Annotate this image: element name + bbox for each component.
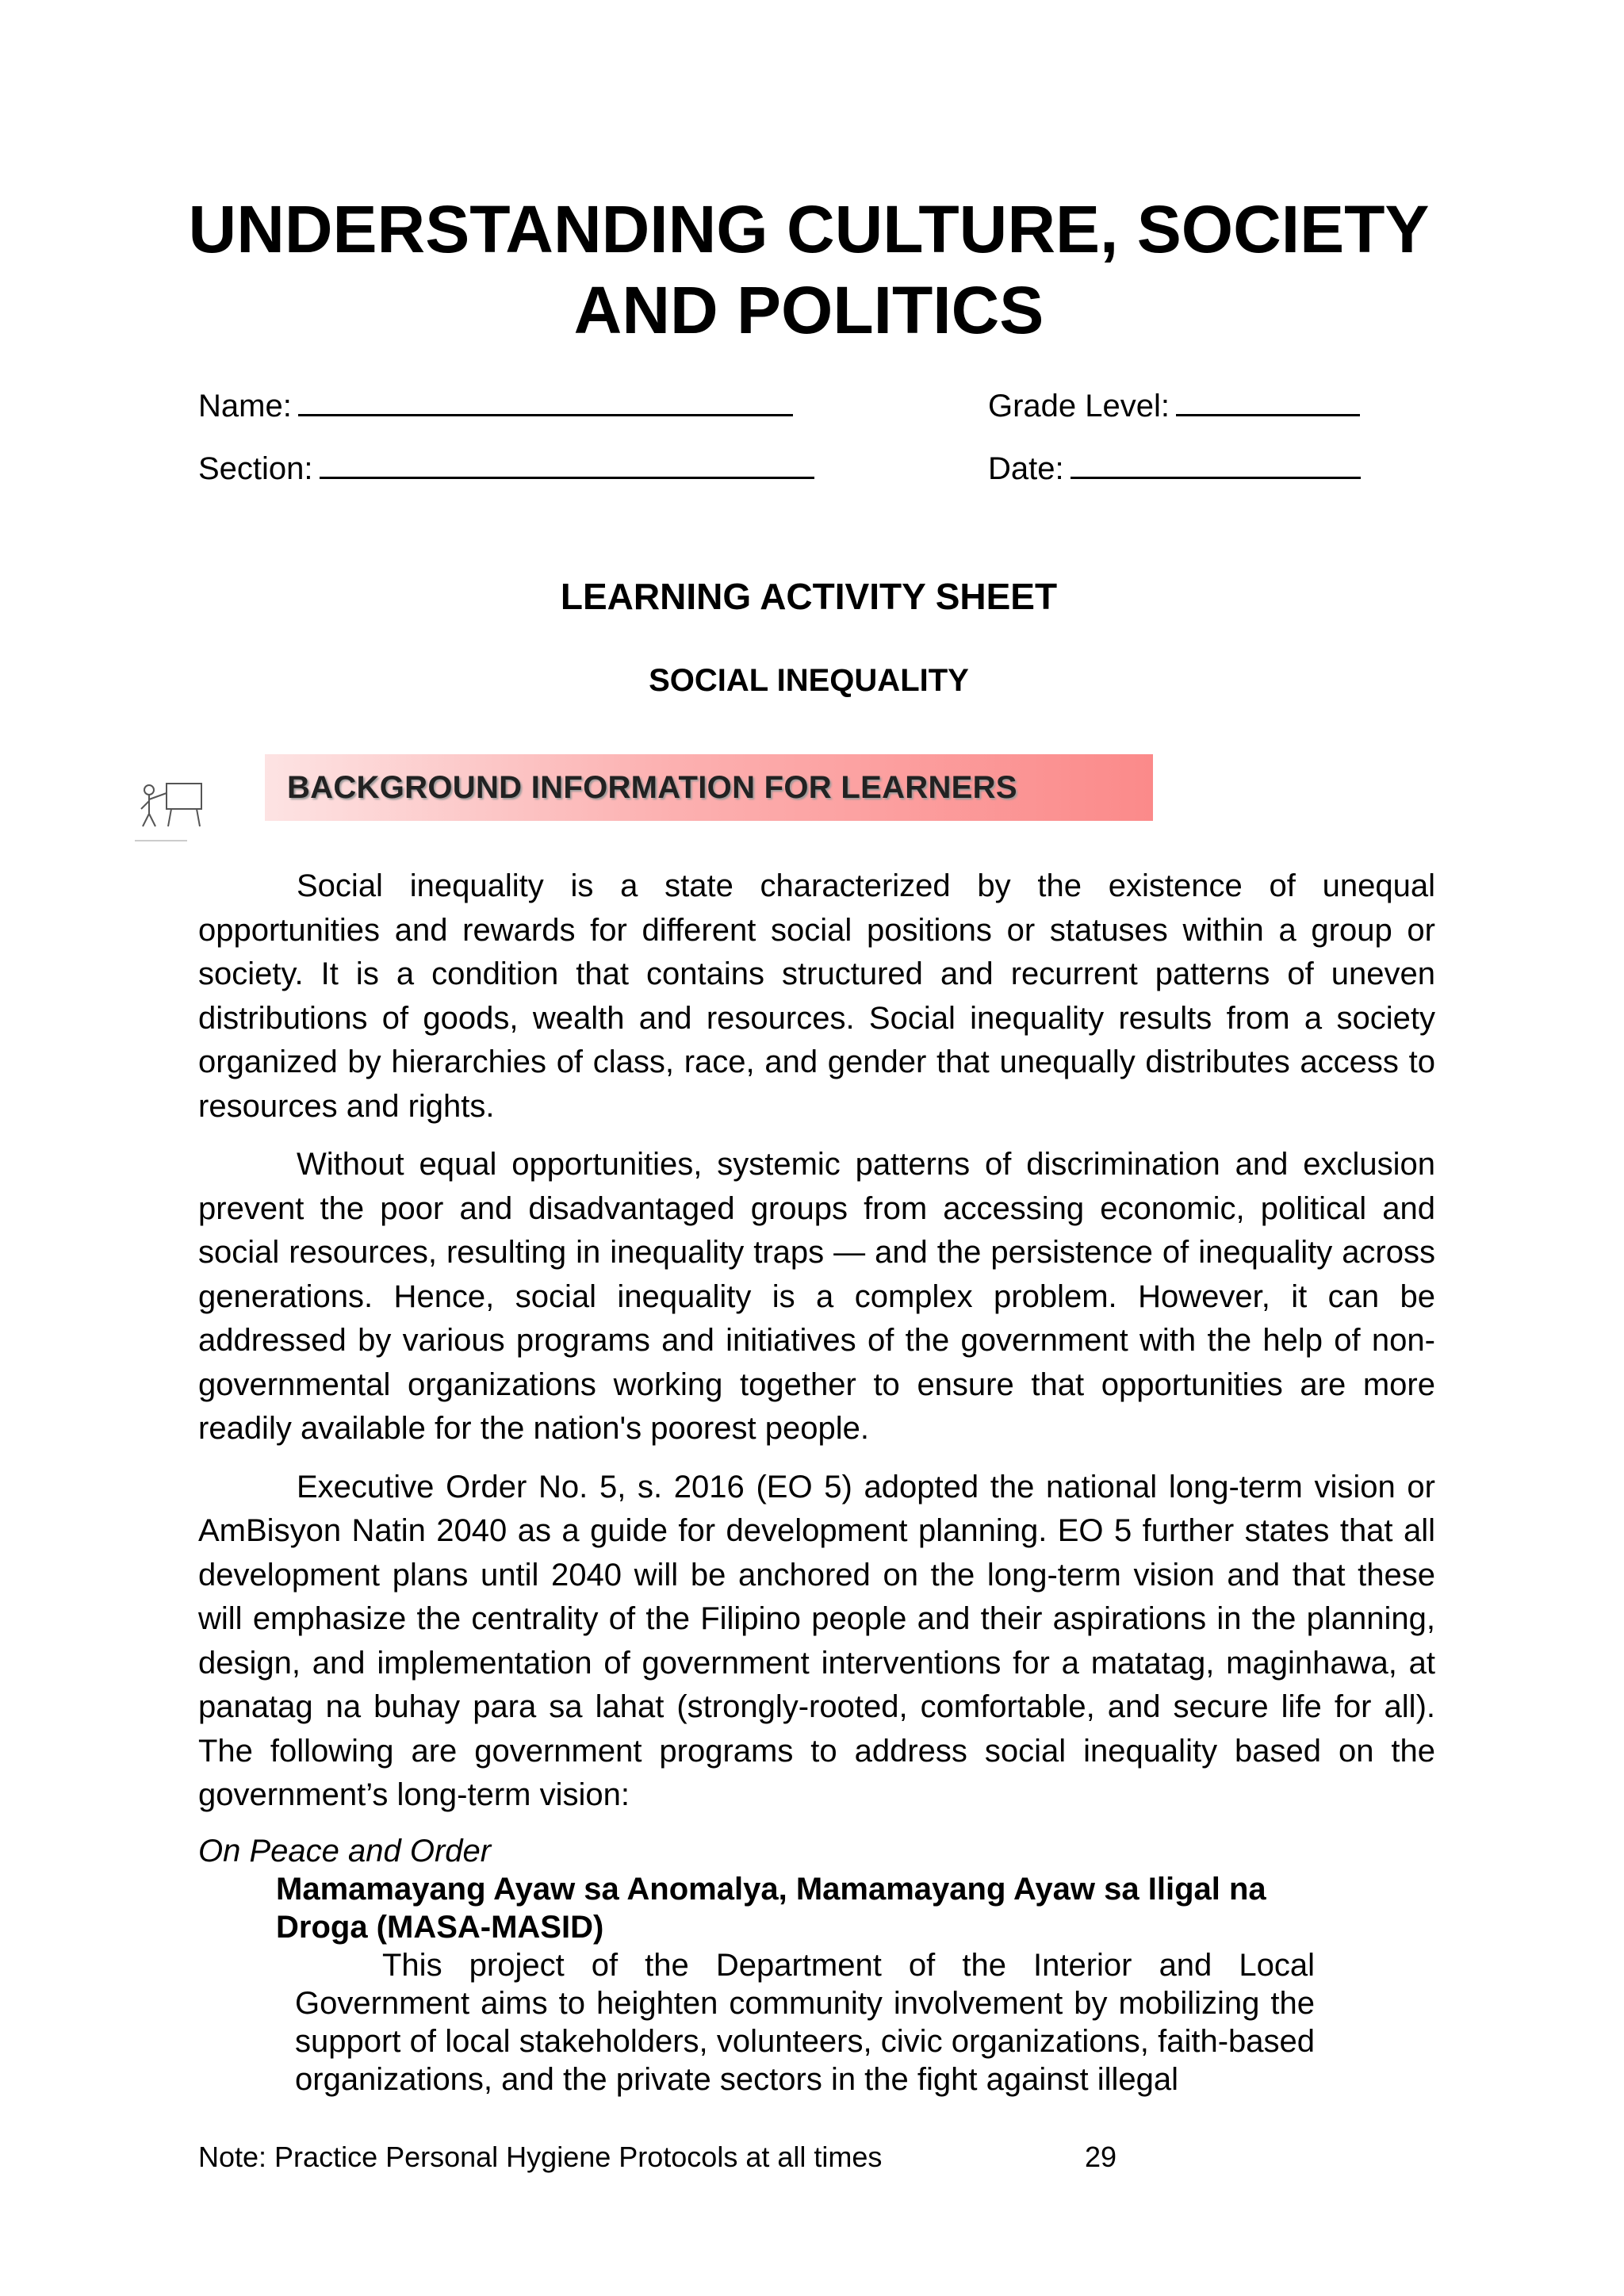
- body-text: [198, 864, 1435, 1832]
- subsection-label: On Peace and Order: [198, 1834, 492, 1869]
- page-number: 29: [1085, 2141, 1117, 2173]
- date-blank[interactable]: [1071, 447, 1361, 479]
- program-title: Mamamayang Ayaw sa Anomalya, Mamamayang Ayaw sa Iligal na Droga (MASA-MASID): [276, 1872, 1266, 1945]
- background-info-banner: [265, 754, 1153, 821]
- name-blank[interactable]: [298, 384, 793, 416]
- footer-note: Note: Practice Personal Hygiene Protocols at all times: [198, 2141, 883, 2173]
- person-presenting-board-icon: [132, 779, 211, 849]
- date-field: [988, 447, 1361, 488]
- banner-label: BACKGROUND INFORMATION FOR LEARNERS: [287, 770, 1017, 805]
- section-field: [198, 447, 814, 488]
- grade-level-blank[interactable]: [1176, 384, 1360, 416]
- document-title: [159, 189, 1459, 351]
- title-line-1: UNDERSTANDING CULTURE, SOCIETY: [188, 192, 1430, 266]
- title-line-2: AND POLITICS: [573, 273, 1044, 347]
- date-label: Date:: [988, 451, 1064, 486]
- grade-level-label: Grade Level:: [988, 389, 1170, 424]
- grade-level-field: [988, 384, 1360, 425]
- paragraph-3: Executive Order No. 5, s. 2016 (EO 5) adopted the national long-term vision or AmBisyon Natin 2040 as a guide for development planning. EO 5 further states that all development plans until 2040 will be anchored on the long-term vision and that these will emphasize the centrality of the Filipino people and their aspirations in the planning, design, and implementation of government interventions for a matatag, maginhawa, at panatag na buhay para sa lahat (strongly-rooted, comfortable, and secure life for all). The following are government programs to address social inequality based on the government’s long-term vision:: [198, 1469, 1435, 1812]
- paragraph-1: Social inequality is a state characterized by the existence of unequal opportunities and rewards for different social positions or statuses within a group or society. It is a condition that contains structured and recurrent patterns of uneven distributions of goods, wealth and resources. Social inequality results from a society organized by hierarchies of class, race, and gender that unequally distributes access to resources and rights.: [198, 868, 1435, 1124]
- name-label: Name:: [198, 389, 292, 424]
- program-description-text: This project of the Department of the Interior and Local Government aims to heighten community involvement by mobilizing the support of local stakeholders, volunteers, civic organizations, faith-based organizations, and the private sectors in the fight against illegal: [295, 1948, 1315, 2097]
- topic-heading: SOCIAL INEQUALITY: [649, 663, 969, 698]
- name-field: [198, 384, 793, 425]
- program-description: [295, 1946, 1315, 2099]
- paragraph-2: Without equal opportunities, systemic patterns of discrimination and exclusion prevent the poor and disadvantaged groups from accessing economic, political and social resources, resulting in inequality traps — and the persistence of inequality across generations. Hence, social inequality is a complex problem. However, it can be addressed by various programs and initiatives of the government with the help of non-governmental organizations working together to ensure that opportunities are more readily available for the nation's poorest people.: [198, 1147, 1435, 1446]
- sheet-heading: LEARNING ACTIVITY SHEET: [560, 576, 1058, 617]
- section-label: Section:: [198, 451, 313, 486]
- section-blank[interactable]: [320, 447, 814, 479]
